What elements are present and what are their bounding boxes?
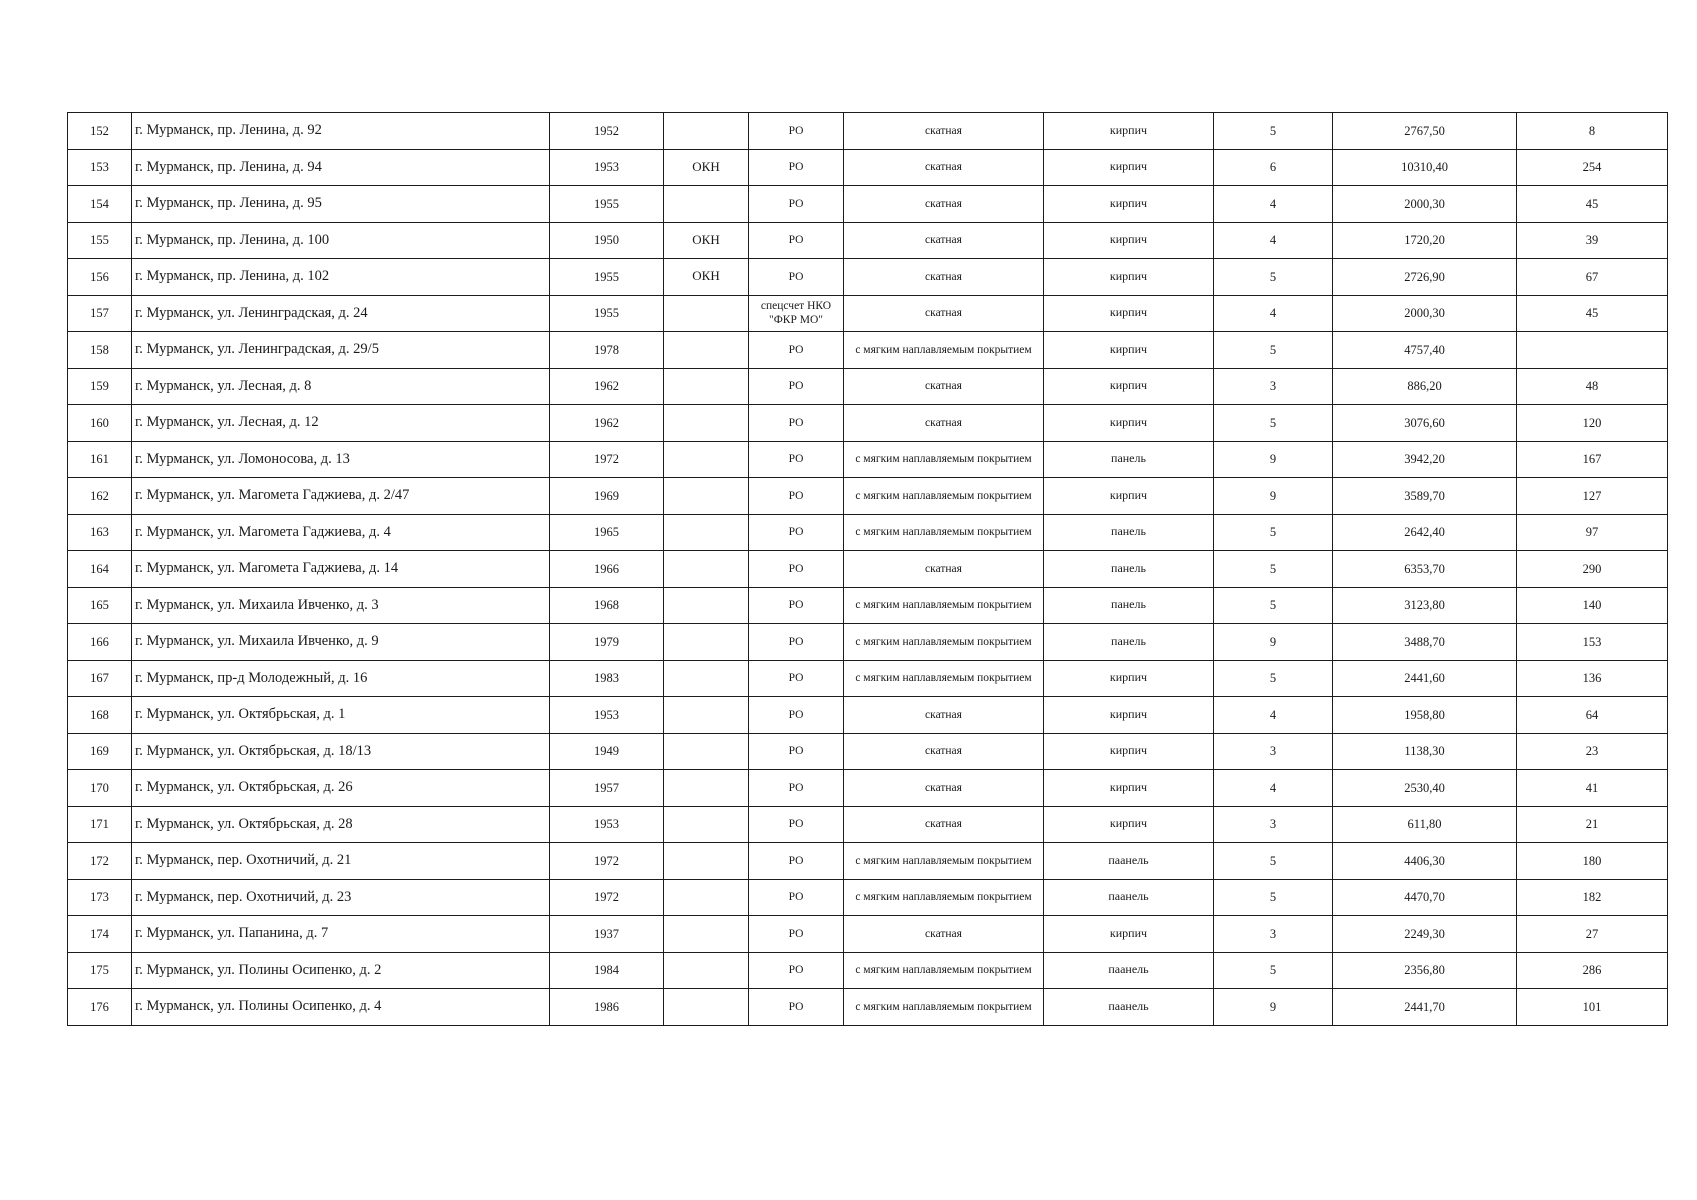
- fund-account-cell: спецсчет НКО "ФКР МО": [749, 295, 844, 332]
- heritage-status-cell: [664, 441, 749, 478]
- fund-account-cell: РО: [749, 441, 844, 478]
- table-row: [68, 624, 1668, 661]
- row-number-cell: 174: [68, 916, 132, 953]
- wall-material-cell: кирпич: [1044, 770, 1214, 807]
- address-cell: г. Мурманск, ул. Ленинградская, д. 29/5: [132, 332, 550, 369]
- count-cell: 140: [1517, 587, 1668, 624]
- count-cell: 97: [1517, 514, 1668, 551]
- fund-account-cell: РО: [749, 332, 844, 369]
- fund-account-cell: РО: [749, 478, 844, 515]
- roof-type-cell: скатная: [844, 222, 1044, 259]
- wall-material-cell: кирпич: [1044, 186, 1214, 223]
- count-cell: 48: [1517, 368, 1668, 405]
- table-row: [68, 186, 1668, 223]
- build-year-cell: 1953: [550, 697, 664, 734]
- address-cell: г. Мурманск, ул. Лесная, д. 8: [132, 368, 550, 405]
- roof-type-cell: с мягким наплавляемым покрытием: [844, 952, 1044, 989]
- roof-type-cell: скатная: [844, 551, 1044, 588]
- wall-material-cell: панель: [1044, 441, 1214, 478]
- wall-material-cell: кирпич: [1044, 697, 1214, 734]
- fund-account-cell: РО: [749, 697, 844, 734]
- floors-cell: 5: [1214, 551, 1333, 588]
- area-cell: 2356,80: [1333, 952, 1517, 989]
- wall-material-cell: кирпич: [1044, 368, 1214, 405]
- row-number-cell: 159: [68, 368, 132, 405]
- row-number-cell: 167: [68, 660, 132, 697]
- build-year-cell: 1972: [550, 879, 664, 916]
- roof-type-cell: скатная: [844, 916, 1044, 953]
- address-cell: г. Мурманск, ул. Михаила Ивченко, д. 9: [132, 624, 550, 661]
- table-row: [68, 295, 1668, 332]
- fund-account-cell: РО: [749, 514, 844, 551]
- count-cell: 127: [1517, 478, 1668, 515]
- heritage-status-cell: [664, 478, 749, 515]
- count-cell: 39: [1517, 222, 1668, 259]
- wall-material-cell: кирпич: [1044, 222, 1214, 259]
- table-row: [68, 806, 1668, 843]
- roof-type-cell: скатная: [844, 405, 1044, 442]
- build-year-cell: 1984: [550, 952, 664, 989]
- floors-cell: 9: [1214, 441, 1333, 478]
- floors-cell: 3: [1214, 733, 1333, 770]
- area-cell: 2000,30: [1333, 186, 1517, 223]
- floors-cell: 9: [1214, 478, 1333, 515]
- fund-account-cell: РО: [749, 149, 844, 186]
- row-number-cell: 175: [68, 952, 132, 989]
- address-cell: г. Мурманск, ул. Магомета Гаджиева, д. 14: [132, 551, 550, 588]
- area-cell: 886,20: [1333, 368, 1517, 405]
- fund-account-cell: РО: [749, 587, 844, 624]
- table-row: [68, 478, 1668, 515]
- area-cell: 2530,40: [1333, 770, 1517, 807]
- build-year-cell: 1962: [550, 405, 664, 442]
- count-cell: 290: [1517, 551, 1668, 588]
- heritage-status-cell: [664, 332, 749, 369]
- roof-type-cell: скатная: [844, 295, 1044, 332]
- build-year-cell: 1966: [550, 551, 664, 588]
- table-row: [68, 368, 1668, 405]
- address-cell: г. Мурманск, ул. Магомета Гаджиева, д. 4: [132, 514, 550, 551]
- floors-cell: 4: [1214, 697, 1333, 734]
- wall-material-cell: панель: [1044, 551, 1214, 588]
- area-cell: 2441,60: [1333, 660, 1517, 697]
- count-cell: 182: [1517, 879, 1668, 916]
- address-cell: г. Мурманск, ул. Октябрьская, д. 18/13: [132, 733, 550, 770]
- floors-cell: 5: [1214, 113, 1333, 150]
- heritage-status-cell: [664, 624, 749, 661]
- table-row: [68, 332, 1668, 369]
- fund-account-cell: РО: [749, 222, 844, 259]
- fund-account-cell: РО: [749, 843, 844, 880]
- row-number-cell: 176: [68, 989, 132, 1026]
- wall-material-cell: кирпич: [1044, 113, 1214, 150]
- area-cell: 4406,30: [1333, 843, 1517, 880]
- count-cell: 254: [1517, 149, 1668, 186]
- row-number-cell: 153: [68, 149, 132, 186]
- table-row: [68, 405, 1668, 442]
- fund-account-cell: РО: [749, 952, 844, 989]
- count-cell: 101: [1517, 989, 1668, 1026]
- count-cell: 21: [1517, 806, 1668, 843]
- fund-account-cell: РО: [749, 368, 844, 405]
- build-year-cell: 1972: [550, 441, 664, 478]
- build-year-cell: 1952: [550, 113, 664, 150]
- floors-cell: 6: [1214, 149, 1333, 186]
- table-row: [68, 952, 1668, 989]
- address-cell: г. Мурманск, ул. Полины Осипенко, д. 2: [132, 952, 550, 989]
- row-number-cell: 173: [68, 879, 132, 916]
- address-cell: г. Мурманск, ул. Ломоносова, д. 13: [132, 441, 550, 478]
- row-number-cell: 158: [68, 332, 132, 369]
- floors-cell: 9: [1214, 624, 1333, 661]
- wall-material-cell: кирпич: [1044, 916, 1214, 953]
- floors-cell: 5: [1214, 332, 1333, 369]
- heritage-status-cell: [664, 989, 749, 1026]
- build-year-cell: 1983: [550, 660, 664, 697]
- heritage-status-cell: [664, 770, 749, 807]
- roof-type-cell: с мягким наплавляемым покрытием: [844, 587, 1044, 624]
- wall-material-cell: кирпич: [1044, 332, 1214, 369]
- heritage-status-cell: [664, 186, 749, 223]
- roof-type-cell: с мягким наплавляемым покрытием: [844, 478, 1044, 515]
- heritage-status-cell: [664, 551, 749, 588]
- wall-material-cell: кирпич: [1044, 806, 1214, 843]
- roof-type-cell: скатная: [844, 697, 1044, 734]
- build-year-cell: 1979: [550, 624, 664, 661]
- heritage-status-cell: [664, 916, 749, 953]
- heritage-status-cell: [664, 368, 749, 405]
- table-row: [68, 149, 1668, 186]
- floors-cell: 5: [1214, 843, 1333, 880]
- fund-account-cell: РО: [749, 186, 844, 223]
- count-cell: 136: [1517, 660, 1668, 697]
- floors-cell: 5: [1214, 952, 1333, 989]
- row-number-cell: 166: [68, 624, 132, 661]
- wall-material-cell: кирпич: [1044, 478, 1214, 515]
- address-cell: г. Мурманск, пер. Охотничий, д. 21: [132, 843, 550, 880]
- address-cell: г. Мурманск, ул. Михаила Ивченко, д. 3: [132, 587, 550, 624]
- fund-account-cell: РО: [749, 113, 844, 150]
- wall-material-cell: паанель: [1044, 989, 1214, 1026]
- roof-type-cell: с мягким наплавляемым покрытием: [844, 843, 1044, 880]
- build-year-cell: 1969: [550, 478, 664, 515]
- fund-account-cell: РО: [749, 879, 844, 916]
- floors-cell: 3: [1214, 368, 1333, 405]
- floors-cell: 4: [1214, 186, 1333, 223]
- address-cell: г. Мурманск, пр. Ленина, д. 92: [132, 113, 550, 150]
- fund-account-cell: РО: [749, 259, 844, 296]
- floors-cell: 3: [1214, 916, 1333, 953]
- fund-account-cell: РО: [749, 806, 844, 843]
- area-cell: 6353,70: [1333, 551, 1517, 588]
- area-cell: 1720,20: [1333, 222, 1517, 259]
- count-cell: 45: [1517, 186, 1668, 223]
- count-cell: 153: [1517, 624, 1668, 661]
- floors-cell: 5: [1214, 660, 1333, 697]
- area-cell: 3589,70: [1333, 478, 1517, 515]
- address-cell: г. Мурманск, ул. Ленинградская, д. 24: [132, 295, 550, 332]
- wall-material-cell: кирпич: [1044, 259, 1214, 296]
- table-row: [68, 697, 1668, 734]
- area-cell: 2249,30: [1333, 916, 1517, 953]
- address-cell: г. Мурманск, ул. Октябрьская, д. 28: [132, 806, 550, 843]
- heritage-status-cell: [664, 587, 749, 624]
- row-number-cell: 154: [68, 186, 132, 223]
- floors-cell: 5: [1214, 879, 1333, 916]
- count-cell: 45: [1517, 295, 1668, 332]
- address-cell: г. Мурманск, пр. Ленина, д. 94: [132, 149, 550, 186]
- build-year-cell: 1955: [550, 186, 664, 223]
- build-year-cell: 1986: [550, 989, 664, 1026]
- housing-registry-table: [67, 112, 1668, 1026]
- count-cell: 41: [1517, 770, 1668, 807]
- wall-material-cell: панель: [1044, 587, 1214, 624]
- roof-type-cell: скатная: [844, 149, 1044, 186]
- build-year-cell: 1972: [550, 843, 664, 880]
- row-number-cell: 164: [68, 551, 132, 588]
- build-year-cell: 1953: [550, 806, 664, 843]
- fund-account-cell: РО: [749, 660, 844, 697]
- floors-cell: 5: [1214, 587, 1333, 624]
- wall-material-cell: кирпич: [1044, 733, 1214, 770]
- address-cell: г. Мурманск, ул. Октябрьская, д. 1: [132, 697, 550, 734]
- build-year-cell: 1937: [550, 916, 664, 953]
- build-year-cell: 1965: [550, 514, 664, 551]
- table-row: [68, 259, 1668, 296]
- heritage-status-cell: ОКН: [664, 149, 749, 186]
- table-row: [68, 551, 1668, 588]
- heritage-status-cell: [664, 113, 749, 150]
- heritage-status-cell: [664, 697, 749, 734]
- area-cell: 2726,90: [1333, 259, 1517, 296]
- roof-type-cell: с мягким наплавляемым покрытием: [844, 660, 1044, 697]
- heritage-status-cell: [664, 514, 749, 551]
- roof-type-cell: скатная: [844, 259, 1044, 296]
- row-number-cell: 163: [68, 514, 132, 551]
- roof-type-cell: скатная: [844, 368, 1044, 405]
- fund-account-cell: РО: [749, 770, 844, 807]
- row-number-cell: 157: [68, 295, 132, 332]
- area-cell: 2642,40: [1333, 514, 1517, 551]
- heritage-status-cell: [664, 952, 749, 989]
- address-cell: г. Мурманск, ул. Магомета Гаджиева, д. 2/47: [132, 478, 550, 515]
- floors-cell: 4: [1214, 770, 1333, 807]
- floors-cell: 5: [1214, 259, 1333, 296]
- heritage-status-cell: [664, 879, 749, 916]
- heritage-status-cell: [664, 405, 749, 442]
- address-cell: г. Мурманск, пр-д Молодежный, д. 16: [132, 660, 550, 697]
- fund-account-cell: РО: [749, 989, 844, 1026]
- roof-type-cell: скатная: [844, 733, 1044, 770]
- heritage-status-cell: [664, 806, 749, 843]
- roof-type-cell: скатная: [844, 770, 1044, 807]
- heritage-status-cell: ОКН: [664, 259, 749, 296]
- wall-material-cell: паанель: [1044, 843, 1214, 880]
- heritage-status-cell: [664, 843, 749, 880]
- table-row: [68, 660, 1668, 697]
- area-cell: 2441,70: [1333, 989, 1517, 1026]
- roof-type-cell: скатная: [844, 806, 1044, 843]
- count-cell: [1517, 332, 1668, 369]
- area-cell: 4757,40: [1333, 332, 1517, 369]
- floors-cell: 4: [1214, 295, 1333, 332]
- wall-material-cell: кирпич: [1044, 149, 1214, 186]
- area-cell: 2767,50: [1333, 113, 1517, 150]
- build-year-cell: 1962: [550, 368, 664, 405]
- wall-material-cell: кирпич: [1044, 405, 1214, 442]
- row-number-cell: 170: [68, 770, 132, 807]
- wall-material-cell: панель: [1044, 624, 1214, 661]
- area-cell: 3488,70: [1333, 624, 1517, 661]
- table-row: [68, 587, 1668, 624]
- table-row: [68, 989, 1668, 1026]
- row-number-cell: 165: [68, 587, 132, 624]
- table-row: [68, 222, 1668, 259]
- row-number-cell: 169: [68, 733, 132, 770]
- address-cell: г. Мурманск, ул. Октябрьская, д. 26: [132, 770, 550, 807]
- row-number-cell: 171: [68, 806, 132, 843]
- row-number-cell: 172: [68, 843, 132, 880]
- table-row: [68, 879, 1668, 916]
- count-cell: 27: [1517, 916, 1668, 953]
- build-year-cell: 1955: [550, 295, 664, 332]
- address-cell: г. Мурманск, ул. Лесная, д. 12: [132, 405, 550, 442]
- row-number-cell: 162: [68, 478, 132, 515]
- roof-type-cell: с мягким наплавляемым покрытием: [844, 624, 1044, 661]
- count-cell: 286: [1517, 952, 1668, 989]
- wall-material-cell: паанель: [1044, 879, 1214, 916]
- wall-material-cell: паанель: [1044, 952, 1214, 989]
- row-number-cell: 156: [68, 259, 132, 296]
- address-cell: г. Мурманск, пр. Ленина, д. 95: [132, 186, 550, 223]
- build-year-cell: 1949: [550, 733, 664, 770]
- build-year-cell: 1950: [550, 222, 664, 259]
- area-cell: 4470,70: [1333, 879, 1517, 916]
- floors-cell: 4: [1214, 222, 1333, 259]
- address-cell: г. Мурманск, ул. Полины Осипенко, д. 4: [132, 989, 550, 1026]
- area-cell: 3076,60: [1333, 405, 1517, 442]
- build-year-cell: 1978: [550, 332, 664, 369]
- count-cell: 64: [1517, 697, 1668, 734]
- roof-type-cell: с мягким наплавляемым покрытием: [844, 441, 1044, 478]
- build-year-cell: 1968: [550, 587, 664, 624]
- count-cell: 167: [1517, 441, 1668, 478]
- address-cell: г. Мурманск, пр. Ленина, д. 100: [132, 222, 550, 259]
- table-row: [68, 770, 1668, 807]
- roof-type-cell: с мягким наплавляемым покрытием: [844, 989, 1044, 1026]
- address-cell: г. Мурманск, пер. Охотничий, д. 23: [132, 879, 550, 916]
- row-number-cell: 168: [68, 697, 132, 734]
- roof-type-cell: с мягким наплавляемым покрытием: [844, 879, 1044, 916]
- count-cell: 67: [1517, 259, 1668, 296]
- roof-type-cell: с мягким наплавляемым покрытием: [844, 514, 1044, 551]
- area-cell: 1958,80: [1333, 697, 1517, 734]
- heritage-status-cell: [664, 660, 749, 697]
- heritage-status-cell: ОКН: [664, 222, 749, 259]
- heritage-status-cell: [664, 295, 749, 332]
- fund-account-cell: РО: [749, 405, 844, 442]
- row-number-cell: 160: [68, 405, 132, 442]
- floors-cell: 5: [1214, 405, 1333, 442]
- roof-type-cell: скатная: [844, 186, 1044, 223]
- wall-material-cell: панель: [1044, 514, 1214, 551]
- wall-material-cell: кирпич: [1044, 295, 1214, 332]
- count-cell: 180: [1517, 843, 1668, 880]
- build-year-cell: 1957: [550, 770, 664, 807]
- fund-account-cell: РО: [749, 733, 844, 770]
- table-row: [68, 441, 1668, 478]
- floors-cell: 5: [1214, 514, 1333, 551]
- table-row: [68, 733, 1668, 770]
- area-cell: 3123,80: [1333, 587, 1517, 624]
- table-row: [68, 916, 1668, 953]
- table-row: [68, 843, 1668, 880]
- fund-account-cell: РО: [749, 916, 844, 953]
- floors-cell: 3: [1214, 806, 1333, 843]
- table-row: [68, 514, 1668, 551]
- wall-material-cell: кирпич: [1044, 660, 1214, 697]
- roof-type-cell: с мягким наплавляемым покрытием: [844, 332, 1044, 369]
- area-cell: 1138,30: [1333, 733, 1517, 770]
- count-cell: 120: [1517, 405, 1668, 442]
- fund-account-cell: РО: [749, 624, 844, 661]
- address-cell: г. Мурманск, пр. Ленина, д. 102: [132, 259, 550, 296]
- build-year-cell: 1953: [550, 149, 664, 186]
- table-row: [68, 113, 1668, 150]
- count-cell: 23: [1517, 733, 1668, 770]
- address-cell: г. Мурманск, ул. Папанина, д. 7: [132, 916, 550, 953]
- area-cell: 2000,30: [1333, 295, 1517, 332]
- area-cell: 611,80: [1333, 806, 1517, 843]
- row-number-cell: 161: [68, 441, 132, 478]
- heritage-status-cell: [664, 733, 749, 770]
- count-cell: 8: [1517, 113, 1668, 150]
- roof-type-cell: скатная: [844, 113, 1044, 150]
- registry-body: [68, 113, 1668, 1026]
- build-year-cell: 1955: [550, 259, 664, 296]
- row-number-cell: 152: [68, 113, 132, 150]
- row-number-cell: 155: [68, 222, 132, 259]
- floors-cell: 9: [1214, 989, 1333, 1026]
- area-cell: 10310,40: [1333, 149, 1517, 186]
- fund-account-cell: РО: [749, 551, 844, 588]
- area-cell: 3942,20: [1333, 441, 1517, 478]
